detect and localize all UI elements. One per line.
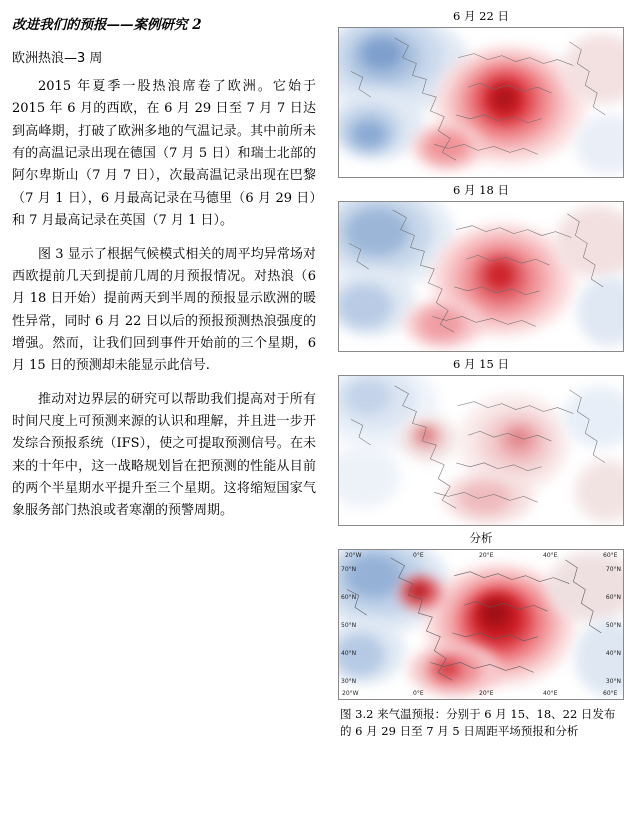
axis-y2-tick-2: 50°N [605,622,621,629]
paragraph-3: 推动对边界层的研究可以帮助我们提高对于所有时间尺度上可预测来源的认识和理解，并且进一步开发综合预报系统（IFS），使之可提取预测信号。在未来的十年中，这一战略规划旨在把预测的性能从目前的两个半星期水平提升至三个星期。这将缩短国家气象服务部门热浪或者寒潮的预警周期。 [12,391,316,519]
figure-label-2: 6 月 18 日 [453,183,509,197]
map-field-june-22 [339,28,623,177]
figure-panel-3 [334,356,628,526]
figure-panel-1 [334,8,628,178]
axis-x-tick-b3: 40°E [543,690,558,697]
figure-column [330,0,638,832]
axis-x-tick-b1: 0°E [413,690,424,697]
axis-y2-tick-4: 30°N [605,678,621,685]
axis-x-tick-0: 20°W [345,552,362,559]
figure-caption-line-1: 图 3.2 来气温预报：分别于 6 月 15、18、22 日发布 [340,707,616,721]
axis-y-tick-0: 70°N [341,566,357,573]
paragraph-1: 2015 年夏季一股热浪席卷了欧洲。它始于 2015 年 6 月的西欧，在 6 月 29 日至 7 月 7 日达到高峰期，打破了欧洲多地的气温记录。其中前所未有的高温记录出现在德国（7 月 5 日）和瑞士北部的阿尔卑斯山（7 月 7 日），次最高温记录出现在巴黎（7 月 1 日），6 月最高记录在马德里（6 月 29 日）和 7 月最高记录在英国（7 月 1 日）。 [12,79,316,229]
axis-x-tick-b2: 20°E [479,690,494,697]
axis-y-tick-4: 30°N [341,678,357,685]
map-field-june-18 [339,202,623,351]
figure-label-3: 6 月 15 日 [453,357,509,371]
map-june-18 [338,201,624,352]
axis-x-tick-2: 20°E [479,552,494,559]
axis-y2-tick-1: 60°N [605,594,621,601]
map-june-22 [338,27,624,178]
axis-y-tick-2: 50°N [341,622,357,629]
figure-label-4: 分析 [469,531,493,545]
map-analysis [338,549,624,700]
figure-panel-2 [334,182,628,352]
axis-y2-tick-0: 70°N [605,566,621,573]
axis-x-tick-3: 40°E [543,552,558,559]
map-field-june-15 [339,376,623,525]
axis-x-tick-b0: 20°W [342,690,359,697]
map-field-analysis [339,550,623,699]
figure-panel-4 [334,530,628,700]
paragraph-2: 图 3 显示了根据气候模式相关的周平均异常场对西欧提前几天到提前几周的月预报情况。对热浪（6 月 18 日开始）提前两天到半周的预报显示欧洲的暖性异常，同时 6 月 22 日以后的预报预测热浪强度的增强。然而，让我们回到事件开始前的三个星期，6 月 15 日的预测却未能显示此信号. [12,246,316,374]
map-june-15 [338,375,624,526]
section-title: 欧洲热浪—3 周 [12,51,103,66]
axis-x-tick-1: 0°E [413,552,424,559]
axis-y-tick-1: 60°N [341,594,357,601]
axis-x-tick-4: 60°E [603,552,618,559]
figure-caption-line-2: 的 6 月 29 日至 7 月 5 日周距平场预报和分析 [340,724,579,739]
axis-y2-tick-3: 40°N [605,650,621,657]
axis-x-tick-b4: 60°E [603,690,618,697]
figure-label-1: 6 月 22 日 [453,9,509,23]
chapter-title: 改进我们的预报——案例研究 2 [12,17,202,33]
axis-y-tick-3: 40°N [341,650,357,657]
figure-caption [340,706,626,741]
